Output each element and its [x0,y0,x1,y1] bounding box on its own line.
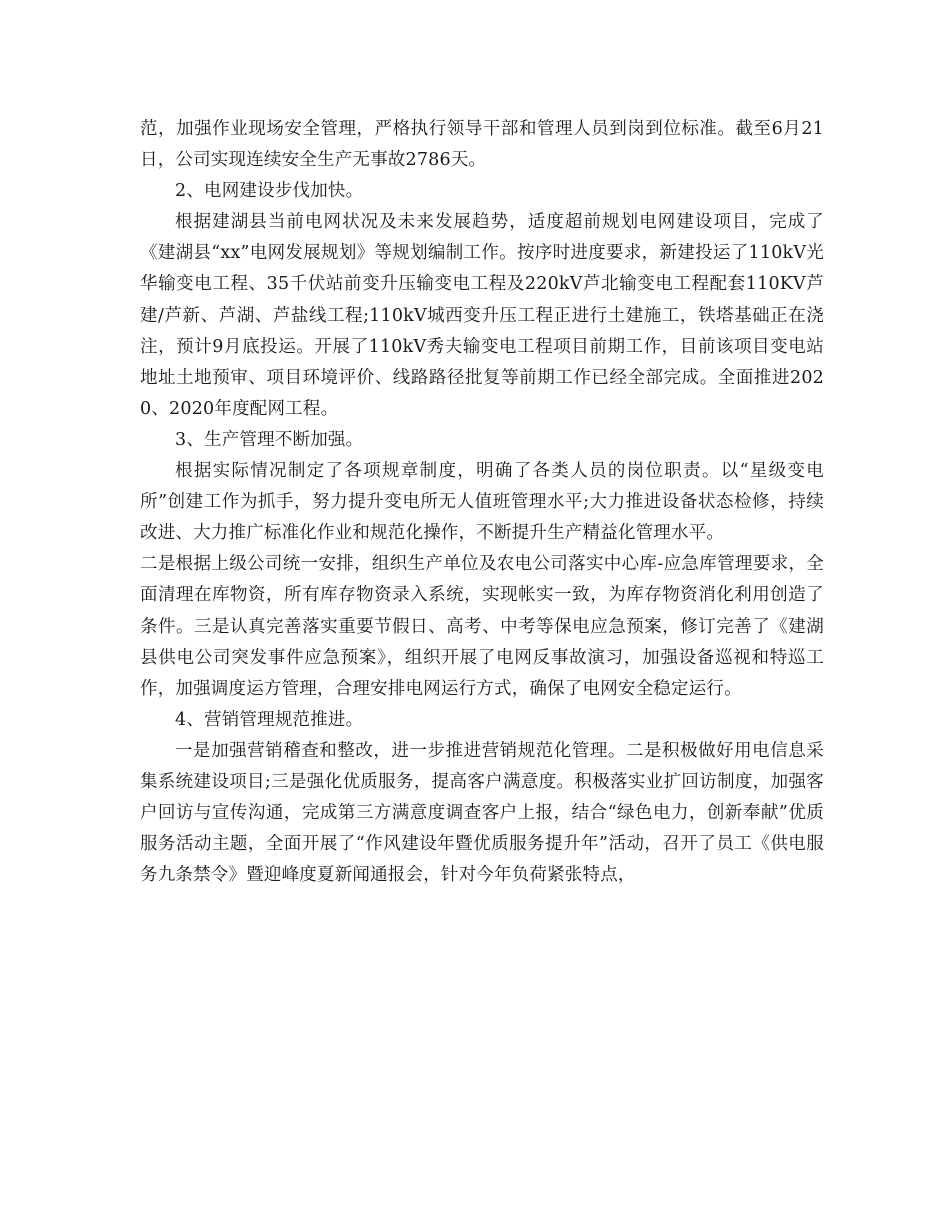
paragraph-grid-construction: 根据建湖县当前电网状况及未来发展趋势，适度超前规划电网建设项目，完成了《建湖县“xx”电网发展规划》等规划编制工作。按序时进度要求，新建投运了110kV光华输变电工程、35千伏站前变升压输变电工程及220kV芦北输变电工程配套110KV芦建/芦新、芦湖、芦盐线工程;110kV城西变升压工程正进行土建施工，铁塔基础正在浇注，预计9月底投运。开展了110kV秀夫输变电工程项目前期工作，目前该项目变电站地址土地预审、项目环境评价、线路路径批复等前期工作已经全部完成。全面推进2020、2020年度配网工程。 [140,212,824,419]
document-body [140,114,824,891]
paragraph-safety-record: 范，加强作业现场安全管理，严格执行领导干部和管理人员到岗到位标准。截至6月21日，公司实现连续安全生产无事故2786天。 [140,119,824,171]
paragraph-marketing-management: 一是加强营销稽查和整改，进一步推进营销规范化管理。二是积极做好用电信息采集系统建设项目;三是强化优质服务，提高客户满意度。积极落实业扩回访制度，加强客户回访与宣传沟通，完成第三方满意度调查客户上报，结合“绿色电力，创新奉献”优质服务活动主题，全面开展了“作风建设年暨优质服务提升年”活动，召开了员工《供电服务九条禁令》暨迎峰度夏新闻通报会，针对今年负荷紧张特点， [140,740,824,886]
paragraph-production-management: 根据实际情况制定了各项规章制度，明确了各类人员的岗位职责。以“星级变电所”创建工作为抓手，努力提升变电所无人值班管理水平;大力推进设备状态检修，持续改进、大力推广标准化作业和规范化操作，不断提升生产精益化管理水平。 [140,461,824,544]
section-heading-marketing-management: 4、营销管理规范推进。 [175,709,364,730]
section-heading-grid-construction: 2、电网建设步伐加快。 [175,181,364,202]
paragraph-inventory-emergency: 二是根据上级公司统一安排，组织生产单位及农电公司落实中心库-应急库管理要求，全面清理在库物资，所有库存物资录入系统，实现帐实一致，为库存物资消化利用创造了条件。三是认真完善落实重要节假日、高考、中考等保电应急预案，修订完善了《建湖县供电公司突发事件应急预案》，组织开展了电网反事故演习，加强设备巡视和特巡工作，加强调度运方管理，合理安排电网运行方式，确保了电网安全稳定运行。 [140,554,824,699]
section-heading-production-management: 3、生产管理不断加强。 [175,429,364,450]
